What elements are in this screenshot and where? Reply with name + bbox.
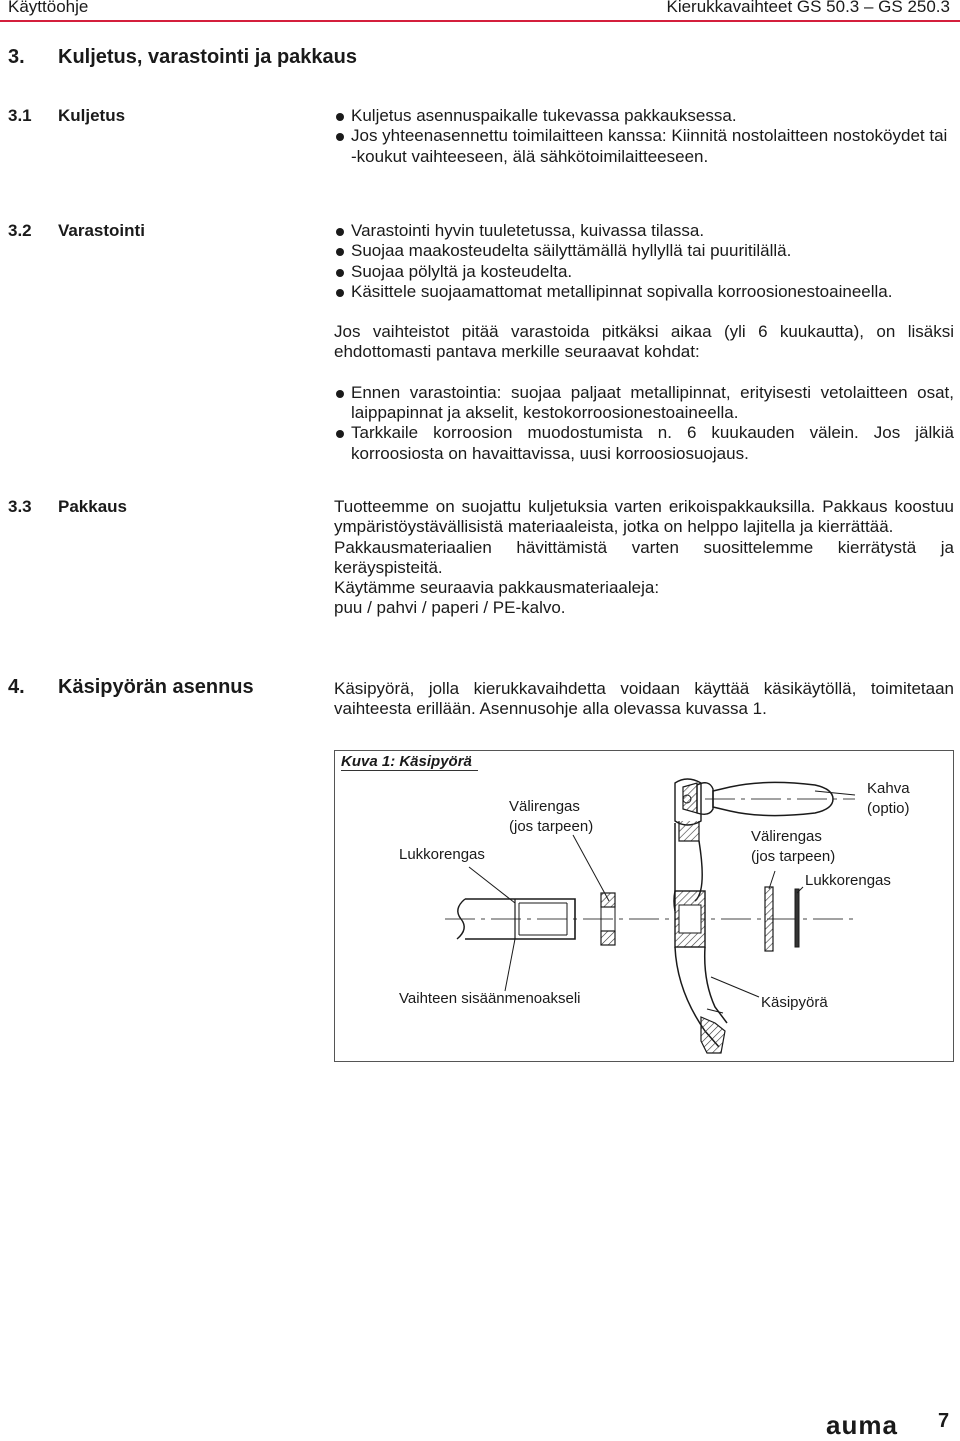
- section-title: Kuljetus: [58, 106, 126, 125]
- list-item: Suojaa maakosteudelta säilyttämällä hyllyllä tai puuritilällä.: [334, 241, 954, 261]
- packaging-materials: puu / pahvi / paperi / PE-kalvo.: [334, 598, 566, 618]
- handwheel: [674, 779, 836, 1053]
- section-3-2-heading: [8, 221, 145, 241]
- header-product: Kierukkavaihteet GS 50.3 – GS 250.3: [666, 0, 950, 16]
- list-item-lead: Jos yhteenasennettu toimilaitteen kanssa: Kiinnitä nostolaitteen nostoköydet tai -koukut vaihteeseen, älä sähkötoimilaitteeseen.: [351, 126, 948, 166]
- label-spacer-right-note: (jos tarpeen): [751, 848, 836, 865]
- packaging-paragraph-3: Käytämme seuraavia pakkausmateriaaleja:: [334, 578, 660, 598]
- list-item: Kuljetus asennuspaikalle tukevassa pakkauksessa.: [334, 106, 954, 126]
- label-spacer-right: Välirengas: [751, 828, 822, 845]
- handwheel-intro: Käsipyörä, jolla kierukkavaihdetta voidaan käyttää käsikäytöllä, toimitetaan vaihteesta erillään. Asennusohje alla olevassa kuvassa 1.: [334, 679, 954, 719]
- header-rule: [0, 20, 960, 22]
- list-item: Ennen varastointia: suojaa paljaat metallipinnat, erityisesti vetolaitteen osat, laippapinnat ja akselit, kestokorroosionestoaineella.: [334, 383, 954, 424]
- label-handle-note: (optio): [867, 800, 910, 817]
- handwheel-diagram: [335, 751, 953, 1061]
- section-number: 3.1: [8, 106, 32, 125]
- section-3-3-body: [334, 497, 954, 619]
- section-3-1-heading: [8, 106, 125, 126]
- chapter-3-heading: [8, 46, 357, 69]
- section-number: 3.2: [8, 221, 32, 240]
- section-3-2-body: [334, 221, 954, 464]
- figure-title: Kuva 1: Käsipyörä: [341, 753, 478, 771]
- packaging-paragraph-2: Pakkausmateriaalien hävittämistä varten suosittelemme kierrätystä ja keräyspisteitä.: [334, 537, 954, 577]
- list-item: Suojaa pölyltä ja kosteudelta.: [334, 262, 954, 282]
- label-spacer-left-note: (jos tarpeen): [509, 818, 594, 835]
- label-input-shaft: Vaihteen sisäänmenoakseli: [399, 990, 581, 1007]
- chapter-title: Kuljetus, varastointi ja pakkaus: [58, 46, 357, 68]
- header-doc-type: Käyttöohje: [8, 0, 89, 16]
- lock-ring-right: [795, 889, 799, 947]
- chapter-number: 3.: [8, 46, 25, 68]
- brand-logo: auma: [826, 1410, 898, 1440]
- figure-handwheel: [334, 750, 954, 1062]
- chapter-title: Käsipyörän asennus: [58, 676, 254, 698]
- page-header: [0, 0, 960, 24]
- label-lock-ring-right: Lukkorengas: [805, 872, 891, 889]
- chapter-number: 4.: [8, 676, 25, 698]
- chapter-4-heading: [8, 676, 254, 699]
- label-lock-ring-left: Lukkorengas: [399, 846, 485, 863]
- label-handwheel: Käsipyörä: [761, 994, 828, 1011]
- spacer-ring-right: [765, 887, 773, 951]
- page-number: 7: [938, 1410, 950, 1432]
- list-item: [334, 126, 954, 167]
- storage-paragraph: Jos vaihteistot pitää varastoida pitkäksi aikaa (yli 6 kuukautta), on lisäksi ehdottomasti pantava merkille seuraavat kohdat:: [334, 322, 954, 362]
- packaging-paragraph-1: Tuotteemme on suojattu kuljetuksia varten erikoispakkauksilla. Pakkaus koostuu ympäristöystävällisistä materiaaleista, jotka on helppo lajitella ja kierrättää.: [334, 497, 954, 537]
- chapter-4-body: [334, 679, 954, 720]
- list-item: Tarkkaile korroosion muodostumista n. 6 kuukauden välein. Jos jälkiä korroosiosta on havaittavissa, uusi korroosiosuojaus.: [334, 423, 954, 464]
- label-spacer-left: Välirengas: [509, 798, 580, 815]
- list-item: Käsittele suojaamattomat metallipinnat sopivalla korroosionestoaineella.: [334, 282, 954, 302]
- section-number: 3.3: [8, 497, 32, 516]
- list-item: Varastointi hyvin tuuletetussa, kuivassa tilassa.: [334, 221, 954, 241]
- section-3-1-body: [334, 106, 954, 167]
- section-3-3-heading: [8, 497, 127, 517]
- label-handle: Kahva: [867, 780, 910, 797]
- section-title: Varastointi: [58, 221, 145, 240]
- section-title: Pakkaus: [58, 497, 127, 516]
